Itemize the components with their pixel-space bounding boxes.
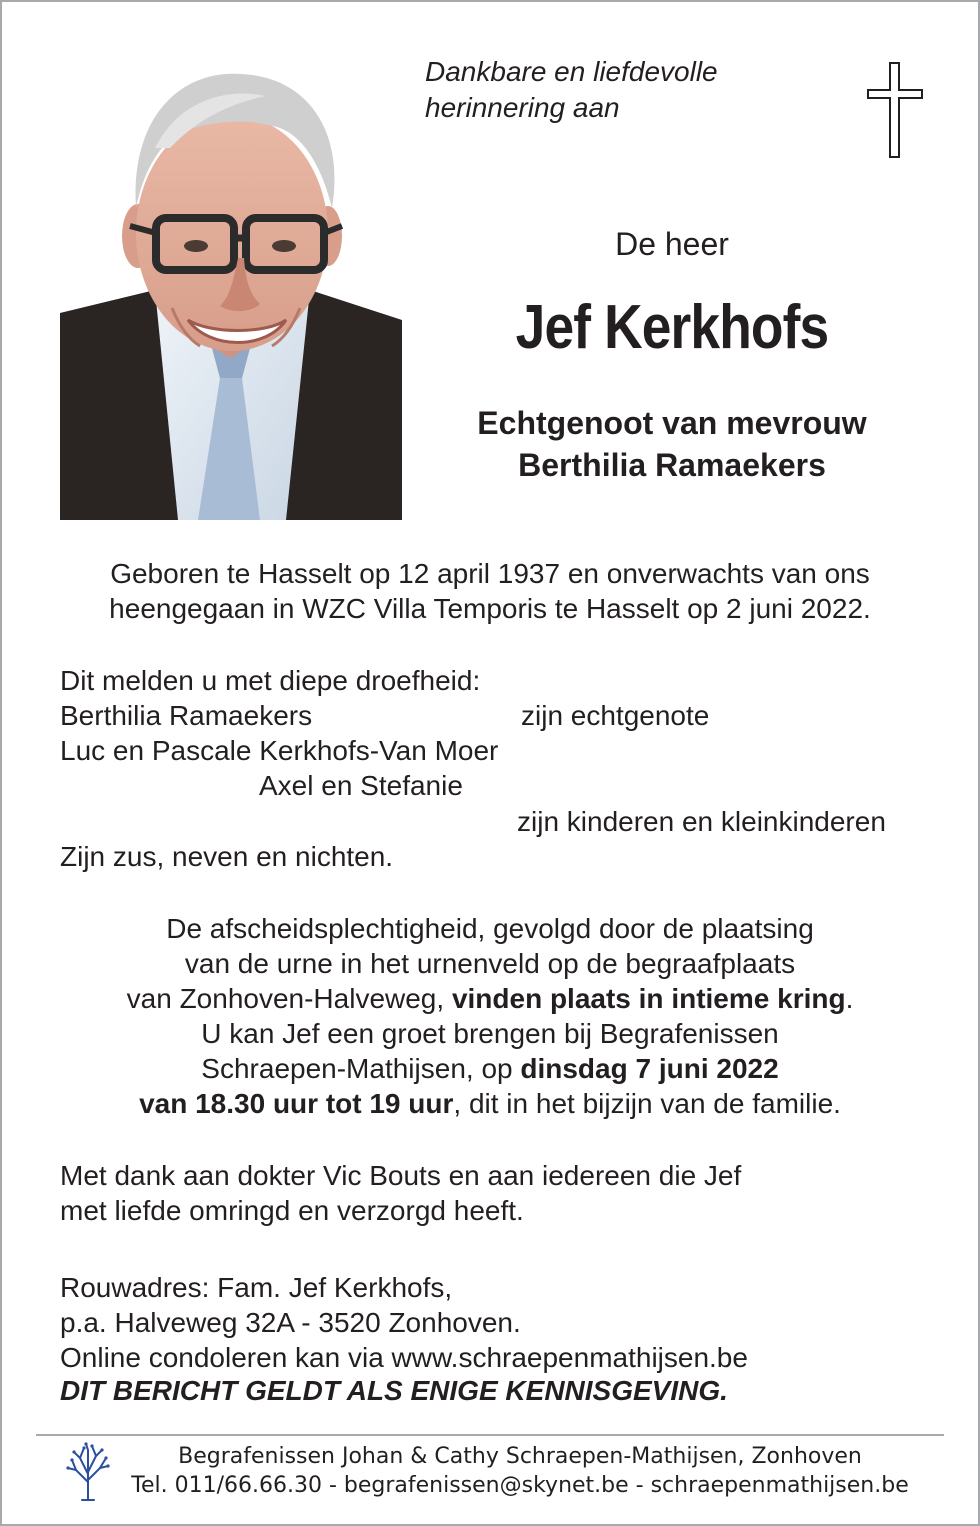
latin-cross-icon xyxy=(866,62,924,158)
ceremony-line-5-a: Schraepen-Mathijsen, op xyxy=(201,1053,521,1084)
address-paragraph xyxy=(60,1270,748,1375)
birth-paragraph xyxy=(40,556,940,626)
intro-line-1: Dankbare en liefdevolle xyxy=(425,56,718,87)
footer-line-2: Tel. 011/66.66.30 - begrafenissen@skynet.be - schraepenmathijsen.be xyxy=(131,1473,909,1498)
ceremony-line-5 xyxy=(40,1051,940,1086)
ceremony-line-5-b: dinsdag 7 juni 2022 xyxy=(520,1053,779,1084)
ceremony-line-3 xyxy=(40,981,940,1016)
ceremony-line-3-b: vinden plaats in intieme kring xyxy=(451,983,846,1014)
ceremony-paragraph xyxy=(40,911,940,1121)
tree-logo-icon xyxy=(62,1440,114,1502)
portrait-photo xyxy=(60,58,402,520)
thanks-line-1: Met dank aan dokter Vic Bouts en aan iedereen die Jef xyxy=(60,1160,742,1191)
family-child: Luc en Pascale Kerkhofs-Van Moer xyxy=(60,735,499,766)
family-children-role: zijn kinderen en kleinkinderen xyxy=(517,806,886,837)
salutation: De heer xyxy=(615,226,729,262)
thanks-line-2: met liefde omringd en verzorgd heeft. xyxy=(60,1195,524,1226)
ceremony-line-3-c: . xyxy=(845,983,854,1014)
condolence-line: Online condoleren kan via www.schraepenmathijsen.be xyxy=(60,1342,748,1373)
birth-line-1: Geboren te Hasselt op 12 april 1937 en onverwachts van ons xyxy=(110,558,870,589)
family-spouse-name: Berthilia Ramaekers xyxy=(60,700,313,731)
ceremony-line-1: De afscheidsplechtigheid, gevolgd door de plaatsing xyxy=(166,913,814,944)
birth-line-2: heengegaan in WZC Villa Temporis te Hasselt op 2 juni 2022. xyxy=(109,593,871,624)
intro-text xyxy=(425,54,718,126)
ceremony-line-3-a: van Zonhoven-Halveweg, xyxy=(126,983,452,1014)
address-line-2: p.a. Halveweg 32A - 3520 Zonhoven. xyxy=(60,1307,521,1338)
spouse-line-2: Berthilia Ramaekers xyxy=(518,447,826,483)
ceremony-line-4: U kan Jef een groet brengen bij Begrafenissen xyxy=(201,1018,779,1049)
ceremony-line-6 xyxy=(40,1086,940,1121)
family-spouse-role: zijn echtgenote xyxy=(521,700,710,731)
intro-line-2: herinnering aan xyxy=(425,92,620,123)
notice-text: DIT BERICHT GELDT ALS ENIGE KENNISGEVING. xyxy=(60,1375,728,1406)
family-heading: Dit melden u met diepe droefheid: xyxy=(60,665,481,696)
family-relatives: Zijn zus, neven en nichten. xyxy=(60,841,394,872)
thanks-paragraph xyxy=(60,1158,741,1228)
deceased-name: Jef Kerkhofs xyxy=(515,293,829,362)
spouse-line-1: Echtgenoot van mevrouw xyxy=(477,405,867,441)
spouse-block xyxy=(420,402,924,486)
ceremony-line-6-b: , dit in het bijzijn van de familie. xyxy=(453,1088,841,1119)
address-line-1: Rouwadres: Fam. Jef Kerkhofs, xyxy=(60,1272,453,1303)
footer-divider xyxy=(36,1434,944,1436)
footer-line-1: Begrafenissen Johan & Cathy Schraepen-Mathijsen, Zonhoven xyxy=(178,1444,862,1469)
ceremony-line-2: van de urne in het urnenveld op de begraafplaats xyxy=(184,948,796,979)
ceremony-line-6-a: van 18.30 uur tot 19 uur xyxy=(139,1088,454,1119)
family-grandchildren: Axel en Stefanie xyxy=(259,770,463,801)
